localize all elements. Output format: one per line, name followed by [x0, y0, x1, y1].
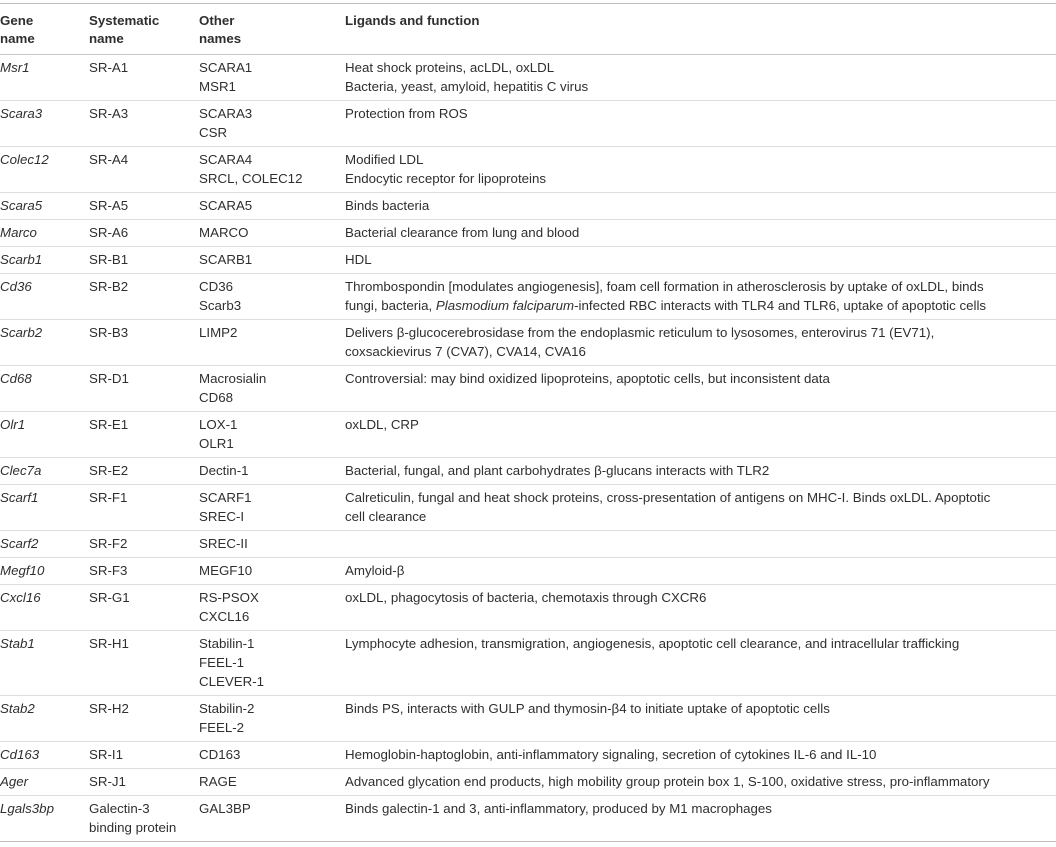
systematic-name-cell: SR-D1 — [89, 371, 129, 386]
ligands-function-cell: Heat shock proteins, acLDL, oxLDL Bacteria, yeast, amyloid, hepatitis C virus — [345, 60, 589, 94]
gene-name-cell: Scarf1 — [0, 490, 39, 505]
table-row — [0, 147, 1056, 193]
other-names-cell: SCARA3 CSR — [199, 106, 253, 140]
gene-name-cell: Lgals3bp — [0, 801, 54, 816]
gene-name-cell: Olr1 — [0, 417, 26, 432]
ligands-function-cell: Bacterial, fungal, and plant carbohydrates β-glucans interacts with TLR2 — [345, 463, 770, 478]
systematic-name-cell: SR-H2 — [89, 701, 129, 716]
other-names-cell: GAL3BP — [199, 801, 251, 816]
systematic-name-cell: SR-J1 — [89, 774, 126, 789]
other-names-cell: Dectin-1 — [199, 463, 249, 478]
table-row — [0, 696, 1056, 742]
table-row — [0, 101, 1056, 147]
other-names-cell: SCARB1 — [199, 252, 253, 267]
gene-name-cell: Cxcl16 — [0, 590, 41, 605]
other-names-cell: CD36 Scarb3 — [199, 279, 242, 313]
table-row — [0, 531, 1056, 558]
gene-name-cell: Msr1 — [0, 60, 30, 75]
table-row — [0, 274, 1056, 320]
systematic-name-cell: SR-B1 — [89, 252, 129, 267]
gene-name-cell: Stab1 — [0, 636, 35, 651]
scavenger-receptor-table — [0, 3, 1056, 842]
table-row — [0, 485, 1056, 531]
systematic-name-cell: SR-B2 — [89, 279, 129, 294]
table-row — [0, 631, 1056, 696]
ligands-function-cell: Amyloid-β — [345, 563, 405, 578]
ligands-function-cell: Advanced glycation end products, high mobility group protein box 1, S-100, oxidative stress, pro-inflammatory — [345, 774, 990, 789]
ligands-function-cell: Modified LDL Endocytic receptor for lipoproteins — [345, 152, 547, 186]
other-names-cell: RS-PSOX CXCL16 — [199, 590, 259, 624]
other-names-cell: SCARA1 MSR1 — [199, 60, 253, 94]
other-names-cell: Stabilin-2 FEEL-2 — [199, 701, 255, 735]
other-names-cell: SCARA5 — [199, 198, 253, 213]
table-row — [0, 193, 1056, 220]
other-names-cell: SCARF1 SREC-I — [199, 490, 252, 524]
systematic-name-cell: SR-G1 — [89, 590, 130, 605]
gene-name-cell: Megf10 — [0, 563, 45, 578]
header-other-names: Other names — [199, 4, 345, 55]
gene-name-cell: Scarf2 — [0, 536, 39, 551]
other-names-cell: Stabilin-1 FEEL-1 CLEVER-1 — [199, 636, 265, 689]
other-names-cell: MARCO — [199, 225, 249, 240]
gene-name-cell: Marco — [0, 225, 37, 240]
gene-name-cell: Cd163 — [0, 747, 40, 762]
table-row — [0, 558, 1056, 585]
ligands-function-cell: Calreticulin, fungal and heat shock proteins, cross-presentation of antigens on MHC-I. Binds oxLDL. Apoptotic cell clearance — [345, 490, 991, 524]
table-row — [0, 247, 1056, 274]
systematic-name-cell: SR-A6 — [89, 225, 129, 240]
ligands-function-cell: Binds bacteria — [345, 198, 430, 213]
systematic-name-cell: Galectin-3 binding protein — [89, 801, 177, 835]
table-header — [0, 4, 1056, 55]
ligands-function-cell: Hemoglobin-haptoglobin, anti-inflammatory signaling, secretion of cytokines IL-6 and IL-10 — [345, 747, 877, 762]
gene-name-cell: Cd36 — [0, 279, 32, 294]
ligands-function-cell: oxLDL, CRP — [345, 417, 419, 432]
table-row — [0, 320, 1056, 366]
other-names-cell: MEGF10 — [199, 563, 253, 578]
ligands-function-cell: Binds PS, interacts with GULP and thymosin-β4 to initiate uptake of apoptotic cells — [345, 701, 830, 716]
other-names-cell: SCARA4 SRCL, COLEC12 — [199, 152, 303, 186]
systematic-name-cell: SR-H1 — [89, 636, 129, 651]
ligands-function-cell: oxLDL, phagocytosis of bacteria, chemotaxis through CXCR6 — [345, 590, 707, 605]
ligands-function-cell: Protection from ROS — [345, 106, 468, 121]
gene-name-cell: Ager — [0, 774, 29, 789]
systematic-name-cell: SR-A4 — [89, 152, 129, 167]
gene-name-cell: Scara5 — [0, 198, 43, 213]
ligands-function-cell: Delivers β-glucocerebrosidase from the endoplasmic reticulum to lysosomes, enterovirus 71 (EV71), coxsackievirus 7 (CVA7), CVA14, CVA16 — [345, 325, 935, 359]
gene-name-cell: Colec12 — [0, 152, 49, 167]
other-names-cell: Macrosialin CD68 — [199, 371, 267, 405]
systematic-name-cell: SR-A5 — [89, 198, 129, 213]
ligands-function-cell: Bacterial clearance from lung and blood — [345, 225, 580, 240]
gene-name-cell: Clec7a — [0, 463, 42, 478]
ligands-function-cell: Controversial: may bind oxidized lipoproteins, apoptotic cells, but inconsistent data — [345, 371, 830, 386]
table-body — [0, 55, 1056, 842]
table-row — [0, 55, 1056, 101]
header-gene-name: Gene name — [0, 4, 89, 55]
gene-name-cell: Scarb2 — [0, 325, 43, 340]
other-names-cell: LOX-1 OLR1 — [199, 417, 238, 451]
other-names-cell: SREC-II — [199, 536, 248, 551]
systematic-name-cell: SR-B3 — [89, 325, 129, 340]
table-row — [0, 742, 1056, 769]
systematic-name-cell: SR-A3 — [89, 106, 129, 121]
table-row — [0, 366, 1056, 412]
table-row — [0, 585, 1056, 631]
systematic-name-cell: SR-F1 — [89, 490, 128, 505]
table-row — [0, 796, 1056, 842]
header-ligands-and-function: Ligands and function — [345, 4, 1056, 55]
table-row — [0, 458, 1056, 485]
ligands-function-cell: Binds galectin-1 and 3, anti-inflammatory, produced by M1 macrophages — [345, 801, 772, 816]
header-systematic-name: Systematic name — [89, 4, 199, 55]
ligands-function-cell: Thrombospondin [modulates angiogenesis], foam cell formation in atherosclerosis by uptake of oxLDL, binds fungi, bacteria, Plasmodium falciparum-infected RBC interacts with TLR4 and TLR6, uptake of apoptotic cells — [345, 279, 987, 313]
gene-name-cell: Stab2 — [0, 701, 35, 716]
other-names-cell: CD163 — [199, 747, 241, 762]
ligands-function-cell — [345, 531, 1056, 558]
systematic-name-cell: SR-F3 — [89, 563, 128, 578]
other-names-cell: LIMP2 — [199, 325, 238, 340]
table-row — [0, 220, 1056, 247]
systematic-name-cell: SR-F2 — [89, 536, 128, 551]
gene-name-cell: Scara3 — [0, 106, 43, 121]
gene-name-cell: Cd68 — [0, 371, 32, 386]
table-row — [0, 412, 1056, 458]
systematic-name-cell: SR-A1 — [89, 60, 129, 75]
systematic-name-cell: SR-I1 — [89, 747, 123, 762]
other-names-cell: RAGE — [199, 774, 237, 789]
systematic-name-cell: SR-E2 — [89, 463, 129, 478]
systematic-name-cell: SR-E1 — [89, 417, 129, 432]
ligands-function-cell: Lymphocyte adhesion, transmigration, angiogenesis, apoptotic cell clearance, and intracellular trafficking — [345, 636, 960, 651]
gene-name-cell: Scarb1 — [0, 252, 43, 267]
species-name: Plasmodium falciparum — [435, 298, 575, 313]
ligands-function-cell: HDL — [345, 252, 372, 267]
table-row — [0, 769, 1056, 796]
